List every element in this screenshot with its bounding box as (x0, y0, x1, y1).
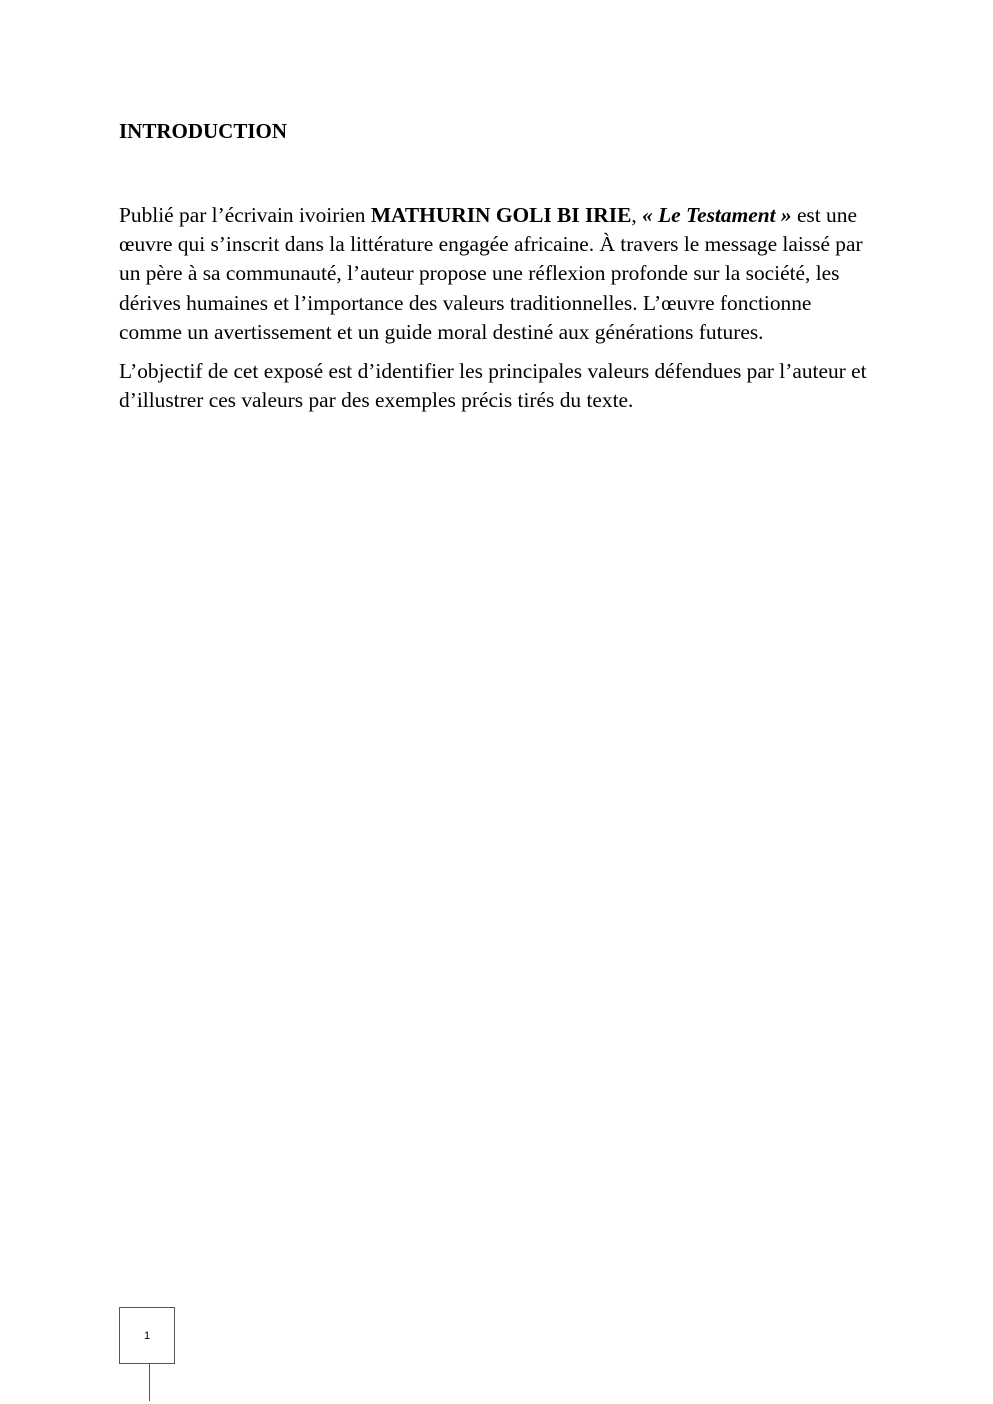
section-heading: INTRODUCTION (119, 119, 288, 143)
author-name: MATHURIN GOLI BI IRIE (370, 203, 632, 227)
paragraph-intro (119, 201, 879, 347)
page-number-box (119, 1307, 175, 1364)
comma-separator: , (631, 203, 643, 227)
paragraph-intro-lead: Publié par l’écrivain ivoirien (119, 203, 371, 227)
page-number-connector-line (149, 1364, 150, 1401)
paragraph-objective: L’objectif de cet exposé est d’identifier les principales valeurs défendues par l’auteur et d’illustrer ces valeurs par des exemples précis tirés du texte. (119, 359, 867, 413)
page-number: 1 (143, 1329, 151, 1342)
book-title: « Le Testament » (642, 203, 792, 227)
paragraph-intro-rest: est une œuvre qui s’inscrit dans la littérature engagée africaine. À travers le message laissé par un père à sa communauté, l’auteur propose une réflexion profonde sur la société, les dérives humaines et l’importance des valeurs traditionnelles. L’œuvre fonctionne comme un avertissement et un guide moral destiné aux générations futures. (119, 203, 863, 344)
body-text (119, 201, 879, 425)
